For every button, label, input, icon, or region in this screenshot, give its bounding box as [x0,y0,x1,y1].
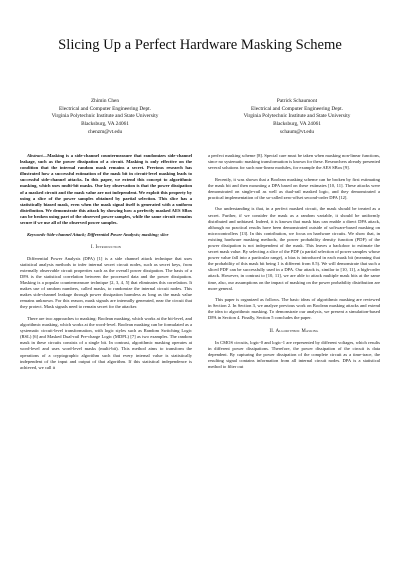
author-name: Patrick Schaumont [276,98,318,104]
body-paragraph: This paper is organized as follows. The basic ideas of algorithmic masking are reviewed in Section 2. In Section 3, we analyze previous work on Boolean masking attacks and extend the idea to algorithmic masking. To demonstrate our analysis, we present a simulation-based DPA in Section 4. Finally, Section 5 concludes the paper. [208,297,380,321]
body-paragraph: Our understanding is that, in a perfect masked circuit, the mask should be treated as a secret. Further, if we consider the mask as a random variable, it should be uniformly distributed and unbiased. Indeed, it is known that mask bias can enable a direct DPA attack, although no practical results have been demonstrated outside of software-based masking on microcontrollers [13]. In this contribution, we focus on hardware circuits. We show that, in existing hardware masking methods, the power probability density function (PDF) of the power dissipation is not independent of the mask. This leaves a backdoor to estimate the secret mask value. By selecting a slice of the PDF (a partial selection of power samples whose power value fall into a particular range), a bias is introduced in each mask bit (meaning that the probability of this mask bit being 1 is different from 0.5). We will demonstrate that such a sliced PDF can be successfully used in a DPA. Our attack is, similar to [10, 11], a high-order attack. However, in contrast to [10, 11], we are able to attack multiple mask bits at the same time, also, our assumptions on the impact of masking on the power probability distribution are more general. [208,206,380,291]
keywords-label: Keywords- [27,231,47,237]
author-block-1 [15,98,195,137]
author-dept: Electrical and Computer Engineering Dept. [251,105,343,112]
body-paragraph: There are two approaches to masking: Boolean masking, which works at the bit-level, and algorithmic masking, which works at the word-level. Boolean masking can be formulated as a systematic circuit-level transformation, with logic styles such as Random Switching Logic (RSL) [6] and Masked Dual-rail Pre-charge Logic (MDPL) [7] as two examples. The random mask in these circuits consists of a single bit. In contrast, algorithmic masking operates at word-level and uses word-level masks (multi-bit). This method aims to transform the operations of a cryptographic algorithm such that every internal value is statistically independent of the input and output of that algorithm. If this statistical independence is achieved, we call it [20,315,192,370]
author-institution: Virginia Polytechnic Institute and State University [51,113,159,120]
author-dept: Electrical and Computer Engineering Dept. [59,105,151,112]
body-paragraph: Differential Power Analysis (DPA) [1] is a side channel attack technique that uses statistical analysis methods to infer internal secret circuit nodes, such as secret keys, from externally observable circuit properties such as the overall power dissipation. The basis of a DPA is the statistical correlation between the processed data and the power dissipation. Masking is a popular countermeasure technique [2, 3, 4, 5] that eliminates this correlation. It makes use of random numbers, called masks, to randomize the internal circuit nodes. This makes side-channel leakage through power dissipation harmless as long as the mask value remains unknown. For this reason, mask signals are internally generated, near the circuit that they protect. Mask signals need to remain secret for the attacker. [20,255,192,310]
body-paragraph: a perfect masking scheme [8]. Special care must be taken when masking non-linear functions, since no systematic masking transformation is known for these. Researchers already presented several solutions for such non-linear modules, for example the AES SBox [9]. [208,153,380,171]
body-paragraph: Recently, it was shown that a Boolean masking scheme can be broken by first estimating the mask bit and then mounting a DPA based on these estimates [10, 11]. These attacks were demonstrated on single-rail as well as dual-rail masked logic, and they demonstrated a practical implementation of the so-called zero-offset second-order DPA [12]. [208,176,380,200]
author-email: schaum@vt.edu [279,128,315,135]
body-paragraph: In CMOS circuits, logic-0 and logic-1 are represented by different voltages, which results in different power dissipations. Therefore, the power dissipation of the circuit is data dependent. By capturing the power dissipation of the complete circuit as a time-trace, the resulting signal contains information from all internal circuit nodes. DPA is a statistical method to filter out [208,339,380,369]
abstract-text: —Masking is a side-channel countermeasure that randomizes side-channel leakage, such as the power dissipation of a circuit. Masking is only effective on the condition that the internal random mask remains a secret. Previous research has illustrated how a successful estimation of the mask bit in circuit-level masking leads to successful side-channel attacks. In this paper, we extend this concept to algorithmic masking, which uses multi-bit masks. Our key observation is that the power dissipation of a masked circuit and the mask value are not independent. We exploit this property by using a slice of the power samples obtained by partial selection. This slice has a statistically biased mask, even when the mask signal itself is generated with a uniform distribution. We demonstrate this attack by showing how a perfectly masked AES SBox can be broken using part of the observed power samples, while the same circuit remains secure if we use all of the observed power samples. [20,153,192,226]
author-institution: Virginia Polytechnic Institute and State University [243,113,351,120]
author-city: Blacksburg, VA 24061 [81,121,129,128]
author-block-2 [207,98,387,137]
keywords [20,232,192,238]
keywords-text: Side-channel Attack; Differential Power Analysis; masking; slice [46,231,169,237]
author-email: chenzm@vt.edu [87,128,123,135]
abstract [20,153,192,226]
author-name: Zhimin Chen [90,98,120,104]
section-heading-introduction: I. Introduction [90,244,122,250]
section-heading-algorithmic-masking: II. Algorithmic Masking [269,328,319,334]
paper-title: Slicing Up a Perfect Hardware Masking Scheme [58,37,342,53]
abstract-label: Abstract [27,153,43,158]
author-city: Blacksburg, VA 24061 [273,121,321,128]
right-column [208,153,380,375]
left-column [20,153,192,376]
